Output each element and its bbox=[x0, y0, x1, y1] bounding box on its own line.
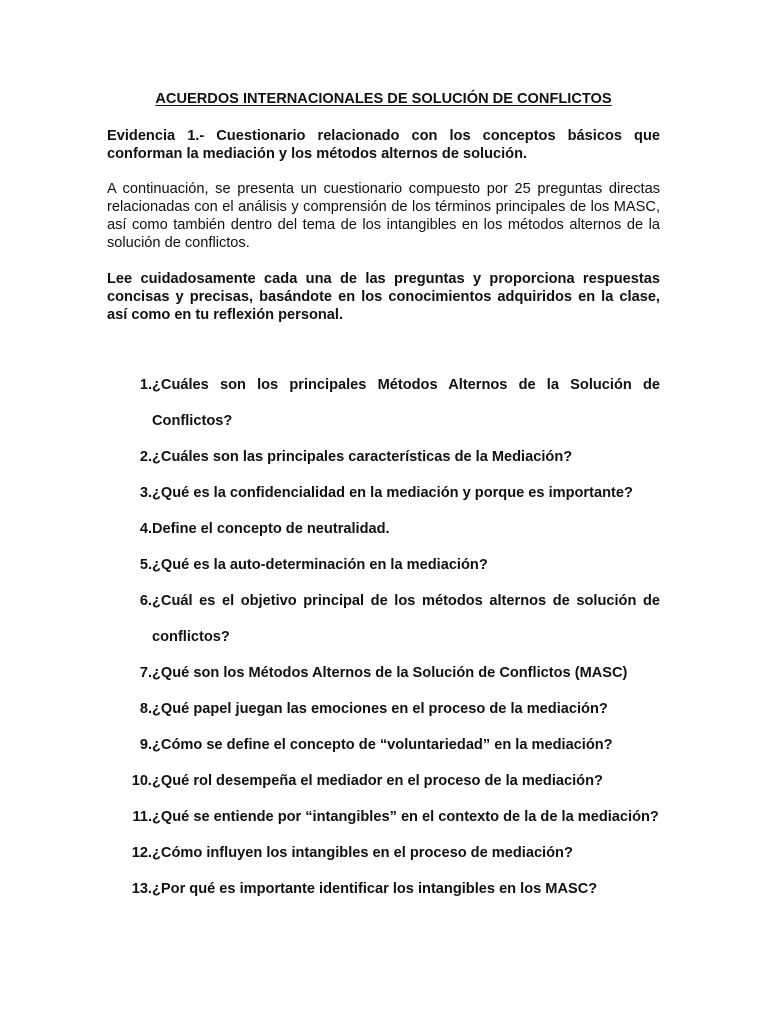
question-number: 5. bbox=[139, 557, 152, 573]
question-number: 4. bbox=[139, 521, 152, 537]
instructions-paragraph: Lee cuidadosamente cada una de las preguntas y proporciona respuestas concisas y precisas, basándote en los conocimientos adquiridos en la clase, así como en tu reflexión personal. bbox=[107, 271, 660, 323]
question-item bbox=[107, 367, 660, 439]
question-text: Define el concepto de neutralidad. bbox=[152, 521, 390, 537]
intro-paragraph: A continuación, se presenta un cuestionario compuesto por 25 preguntas directas relacionadas con el análisis y comprensión de los términos principales de los MASC, así como también dentro del tema de los intangibles en los métodos alternos de la solución de conflictos. bbox=[107, 181, 660, 251]
question-number: 3. bbox=[139, 485, 152, 501]
question-item bbox=[107, 691, 660, 727]
question-text: ¿Cuáles son las principales características de la Mediación? bbox=[152, 449, 573, 465]
question-number: 1. bbox=[139, 377, 152, 393]
question-text: ¿Por qué es importante identificar los intangibles en los MASC? bbox=[152, 881, 598, 897]
question-text: ¿Qué se entiende por “intangibles” en el contexto de la de la mediación? bbox=[152, 809, 659, 825]
question-number: 12. bbox=[131, 845, 152, 861]
question-text: ¿Cómo influyen los intangibles en el proceso de mediación? bbox=[152, 845, 573, 861]
question-text: ¿Cómo se define el concepto de “voluntariedad” en la mediación? bbox=[152, 737, 613, 753]
evidence-heading: Evidencia 1.- Cuestionario relacionado con los conceptos básicos que conforman la mediación y los métodos alternos de solución. bbox=[107, 128, 660, 162]
document-title: ACUERDOS INTERNACIONALES DE SOLUCIÓN DE CONFLICTOS bbox=[155, 91, 612, 107]
question-number: 7. bbox=[139, 665, 152, 681]
question-item bbox=[107, 799, 660, 835]
question-number: 2. bbox=[139, 449, 152, 465]
question-text: ¿Qué papel juegan las emociones en el proceso de la mediación? bbox=[152, 701, 608, 717]
question-item bbox=[107, 547, 660, 583]
question-text: ¿Cuáles son los principales Métodos Alternos de la Solución de Conflictos? bbox=[152, 377, 660, 429]
question-item bbox=[107, 835, 660, 871]
question-text: ¿Cuál es el objetivo principal de los métodos alternos de solución de conflictos? bbox=[152, 593, 660, 645]
question-number: 6. bbox=[139, 593, 152, 609]
question-item bbox=[107, 439, 660, 475]
question-item bbox=[107, 727, 660, 763]
question-item bbox=[107, 511, 660, 547]
question-number: 13. bbox=[131, 881, 152, 897]
question-text: ¿Qué rol desempeña el mediador en el proceso de la mediación? bbox=[152, 773, 603, 789]
question-list bbox=[107, 367, 660, 907]
question-number: 8. bbox=[139, 701, 152, 717]
question-number: 9. bbox=[139, 737, 152, 753]
question-item bbox=[107, 871, 660, 907]
question-text: ¿Qué es la confidencialidad en la mediación y porque es importante? bbox=[152, 485, 633, 501]
question-number: 11. bbox=[132, 809, 152, 825]
question-item bbox=[107, 583, 660, 655]
question-number: 10. bbox=[131, 773, 152, 789]
question-item bbox=[107, 475, 660, 511]
question-text: ¿Qué es la auto-determinación en la mediación? bbox=[152, 557, 488, 573]
question-text: ¿Qué son los Métodos Alternos de la Solución de Conflictos (MASC) bbox=[152, 665, 628, 681]
question-item bbox=[107, 763, 660, 799]
question-item bbox=[107, 655, 660, 691]
